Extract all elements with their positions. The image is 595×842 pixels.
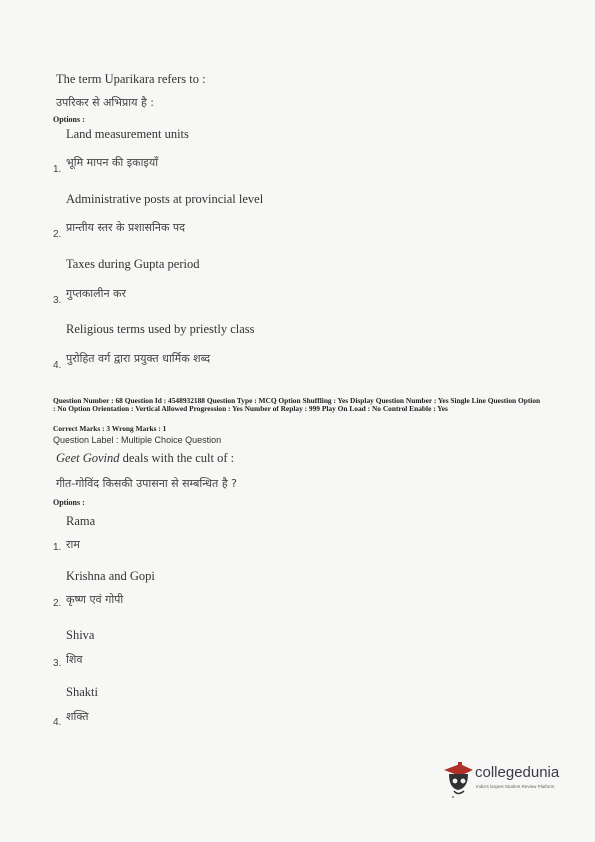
q2-option-2-number: 2. [53, 598, 62, 609]
q2-option-3-en: Shiva [66, 628, 95, 642]
q2-marks: Correct Marks : 3 Wrong Marks : 1 [53, 424, 167, 433]
q2-option-1-hi: राम [66, 538, 80, 551]
q1-options-label: Options : [53, 115, 85, 124]
q2-question-en-rest: deals with the cult of : [119, 451, 235, 465]
q1-option-4-hi: पुरोहित वर्ग द्वारा प्रयुक्त धार्मिक शब्द [66, 352, 211, 365]
q1-option-1-en: Land measurement units [66, 127, 189, 141]
q2-option-1-en: Rama [66, 514, 96, 528]
q2-question-label: Question Label : Multiple Choice Question [53, 435, 222, 445]
logo-wordmark: collegedunia [475, 764, 560, 781]
q1-option-4-number: 4. [53, 360, 62, 371]
q2-option-3-hi: शिव [66, 653, 83, 666]
q2-question-hi: गीत-गोविंद किसकी उपासना से सम्बन्धित है ? [56, 477, 237, 490]
q2-options-label: Options : [53, 498, 85, 507]
graduate-cap-mascot-icon [440, 760, 474, 798]
q1-option-4-en: Religious terms used by priestly class [66, 322, 255, 336]
collegedunia-logo[interactable] [440, 760, 590, 800]
q2-metadata: Question Number : 68 Question Id : 4548932188 Question Type : MCQ Option Shuffling : Yes Display Question Number : Yes Single Line Question Option : No Option Orientation : Vertical Allowed Progression : Yes Number of Replay : 999 Play On Load : No Control Enable : Yes [53, 396, 541, 414]
q2-option-1-number: 1. [53, 542, 62, 553]
q1-option-2-hi: प्रान्तीय स्तर के प्रशासनिक पद [66, 221, 185, 234]
q1-question-hi: उपरिकर से अभिप्राय है : [56, 96, 155, 109]
q1-option-2-number: 2. [53, 229, 62, 240]
q1-option-3-hi: गुप्तकालीन कर [66, 287, 127, 300]
q1-option-2-en: Administrative posts at provincial level [66, 192, 264, 206]
q1-option-3-number: 3. [53, 295, 62, 306]
q2-option-4-hi: शक्ति [66, 710, 89, 723]
q2-option-2-en: Krishna and Gopi [66, 569, 155, 583]
q1-option-1-hi: भूमि मापन की इकाइयाँ [66, 156, 159, 169]
q2-option-3-number: 3. [53, 658, 62, 669]
logo-tagline: India's largest Student Review Platform [476, 784, 555, 789]
q2-question-en-italic: Geet Govind [56, 451, 120, 465]
q1-option-3-en: Taxes during Gupta period [66, 257, 200, 271]
q1-option-1-number: 1. [53, 164, 62, 175]
q2-option-4-number: 4. [53, 717, 62, 728]
q2-question-en [56, 451, 234, 466]
q2-option-2-hi: कृष्ण एवं गोपी [66, 593, 124, 606]
q1-question-en: The term Uparikara refers to : [56, 72, 206, 86]
q2-option-4-en: Shakti [66, 685, 98, 699]
